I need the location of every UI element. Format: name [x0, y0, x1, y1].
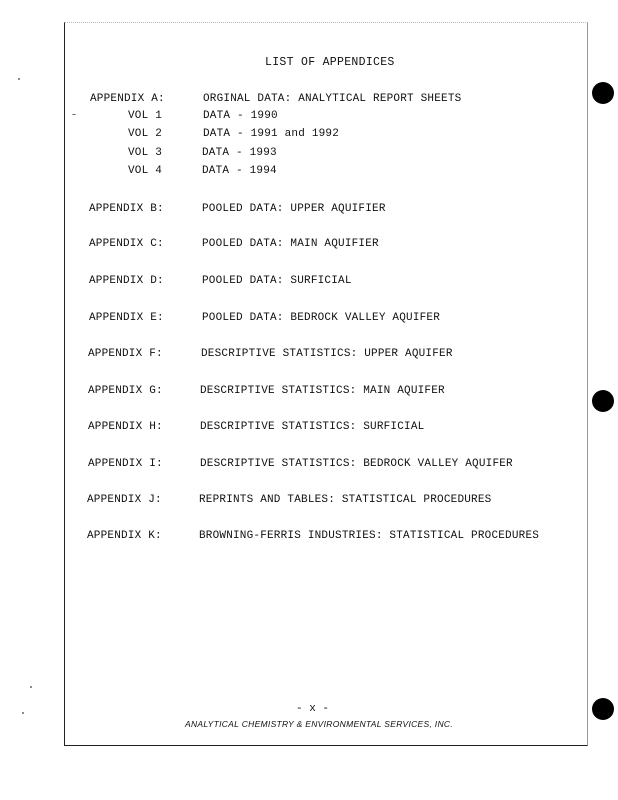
volume-text: DATA - 1993 [202, 147, 277, 159]
volume-text: DATA - 1994 [202, 165, 277, 177]
appendix-label: APPENDIX G: [88, 385, 163, 397]
scan-speck [18, 78, 20, 80]
appendix-title: POOLED DATA: MAIN AQUIFIER [202, 238, 379, 250]
appendix-title: POOLED DATA: SURFICIAL [202, 275, 352, 287]
appendix-label: APPENDIX F: [88, 348, 163, 360]
appendix-label: APPENDIX A: [90, 93, 165, 105]
volume-text: DATA - 1990 [203, 110, 278, 122]
appendix-title: DESCRIPTIVE STATISTICS: MAIN AQUIFER [200, 385, 445, 397]
punch-hole-bottom [592, 698, 614, 720]
appendix-label: APPENDIX K: [87, 530, 162, 542]
company-footer: ANALYTICAL CHEMISTRY & ENVIRONMENTAL SERVICES, INC. [185, 719, 454, 729]
scan-speck [72, 114, 76, 115]
appendix-title: POOLED DATA: UPPER AQUIFIER [202, 203, 386, 215]
appendix-title: DESCRIPTIVE STATISTICS: BEDROCK VALLEY AQUIFER [200, 458, 513, 470]
appendix-title: REPRINTS AND TABLES: STATISTICAL PROCEDURES [199, 494, 492, 506]
scan-speck [30, 686, 32, 688]
volume-label: VOL 3 [128, 147, 163, 159]
volume-label: VOL 1 [128, 110, 163, 122]
volume-label: VOL 4 [128, 165, 163, 177]
appendix-label: APPENDIX J: [87, 494, 162, 506]
appendix-title: POOLED DATA: BEDROCK VALLEY AQUIFER [202, 312, 441, 324]
appendix-label: APPENDIX I: [88, 458, 163, 470]
scan-speck [22, 712, 24, 714]
appendix-label: APPENDIX D: [89, 275, 164, 287]
appendix-title: DESCRIPTIVE STATISTICS: SURFICIAL [200, 421, 425, 433]
appendix-label: APPENDIX C: [89, 238, 164, 250]
punch-hole-top [592, 82, 614, 104]
appendix-label: APPENDIX H: [88, 421, 163, 433]
page-title: LIST OF APPENDICES [265, 56, 395, 69]
page-number: - x - [296, 703, 330, 715]
punch-hole-middle [592, 390, 614, 412]
volume-label: VOL 2 [128, 128, 163, 140]
appendix-label: APPENDIX E: [89, 312, 164, 324]
volume-text: DATA - 1991 and 1992 [203, 128, 340, 140]
appendix-title: BROWNING-FERRIS INDUSTRIES: STATISTICAL PROCEDURES [199, 530, 540, 542]
appendix-title: ORGINAL DATA: ANALYTICAL REPORT SHEETS [203, 93, 462, 105]
appendix-label: APPENDIX B: [89, 203, 164, 215]
appendix-title: DESCRIPTIVE STATISTICS: UPPER AQUIFER [201, 348, 453, 360]
